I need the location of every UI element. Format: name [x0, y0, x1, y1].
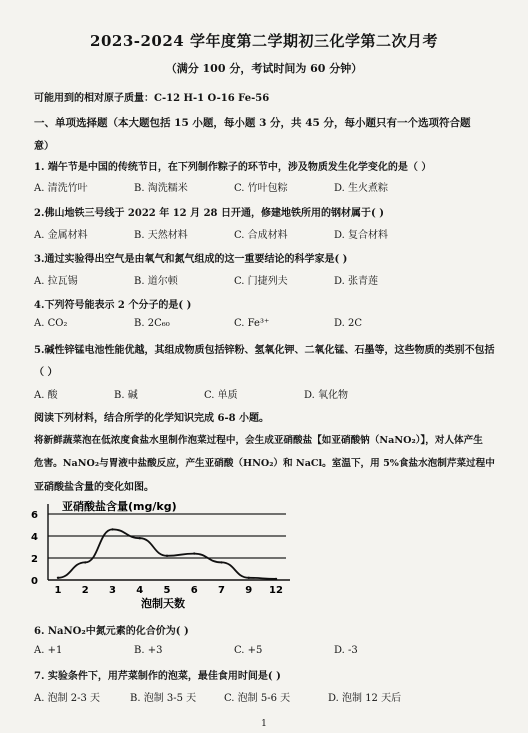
option-b: B. 2C₆₀: [134, 318, 170, 329]
x-tick-label: 1: [54, 585, 62, 596]
option-a: A. 清洗竹叶: [34, 183, 88, 194]
option-b: B. 天然材料: [134, 230, 188, 241]
option-c: C. +5: [234, 645, 263, 656]
chart-title: 亚硝酸盐含量(mg/kg): [62, 500, 177, 513]
data-point: [248, 577, 250, 579]
x-tick-label: 4: [136, 585, 144, 596]
x-axis-label: 泡制天数: [141, 597, 185, 610]
x-tick-label: 9: [245, 585, 253, 596]
atomic-masses: 可能用到的相对原子质量：C-12 H-1 O-16 Fe-56: [34, 93, 270, 104]
exam-subtitle: （满分 100 分，考试时间为 60 分钟）: [165, 62, 363, 75]
x-tick-label: 2: [81, 585, 89, 596]
question-3-stem: 3.通过实验得出空气是由氧气和氮气组成的这一重要结论的科学家是( ): [34, 254, 348, 265]
option-d: D. 2C: [334, 318, 363, 329]
reading-intro: 阅读下列材料，结合所学的化学知识完成 6-8 小题。: [34, 413, 270, 424]
option-c: C. 合成材料: [234, 230, 288, 241]
y-tick-label: 6: [31, 510, 38, 521]
y-tick-label: 0: [31, 576, 38, 587]
data-point: [166, 555, 168, 557]
reading-paragraph-line-2: 危害。NaNO₂与胃液中盐酸反应，产生亚硝酸（HNO₂）和 NaCl。室温下，用 5%食盐水泡制芹菜过程中: [34, 458, 495, 469]
option-b: B. 碱: [114, 390, 138, 401]
series-line: [58, 529, 276, 579]
page-number: 1: [261, 719, 267, 729]
reading-paragraph-line-1: 将新鲜蔬菜泡在低浓度食盐水里制作泡菜过程中，会生成亚硝酸盐【如亚硝酸钠（NaNO₂）】，对人体产生: [34, 435, 483, 446]
option-b: B. 道尔顿: [134, 276, 178, 287]
question-6-stem: 6. NaNO₂中氮元素的化合价为( ): [34, 626, 189, 637]
exam-title: 2023-2024 学年度第二学期初三化学第二次月考: [90, 32, 438, 50]
data-point: [111, 528, 113, 530]
section1-heading-cont: 意）: [34, 141, 54, 152]
option-c: C. 竹叶包粽: [234, 183, 288, 194]
question-5-stem-cont: （ ）: [34, 367, 58, 378]
option-b: B. 泡制 3-5 天: [130, 693, 197, 704]
option-d: D. -3: [334, 645, 358, 656]
option-a: A. +1: [34, 645, 63, 656]
question-7-stem: 7. 实验条件下，用芹菜制作的泡菜，最佳食用时间是( ): [34, 671, 281, 682]
data-point: [57, 577, 59, 579]
data-point: [220, 561, 222, 563]
question-4-stem: 4.下列符号能表示 2 个分子的是( ): [34, 300, 192, 311]
option-d: D. 张青莲: [334, 276, 379, 287]
option-c: C. 泡制 5-6 天: [224, 693, 291, 704]
option-d: D. 氧化物: [304, 390, 349, 401]
option-c: C. 门捷列夫: [234, 276, 288, 287]
reading-paragraph-line-3: 亚硝酸盐含量的变化如图。: [34, 482, 154, 493]
option-b: B. +3: [134, 645, 163, 656]
option-d: D. 泡制 12 天后: [328, 693, 402, 704]
option-c: C. Fe³⁺: [234, 318, 270, 329]
question-5-stem: 5.碱性锌锰电池性能优越，其组成物质包括锌粉、氢氧化钾、二氧化锰、石墨等，这些物质的类别不包括: [34, 345, 495, 356]
x-tick-label: 6: [190, 585, 198, 596]
x-tick-label: 7: [218, 585, 225, 596]
option-b: B. 淘洗糯米: [134, 183, 188, 194]
x-tick-label: 3: [109, 585, 116, 596]
data-point: [193, 552, 195, 554]
option-a: A. 酸: [34, 390, 58, 401]
x-tick-label: 5: [163, 585, 171, 596]
option-a: A. 拉瓦锡: [34, 276, 78, 287]
section1-heading: 一、单项选择题（本大题包括 15 小题，每小题 3 分，共 45 分，每小题只有一个选项符合题: [34, 117, 471, 129]
data-point: [139, 537, 141, 539]
option-a: A. 金属材料: [34, 230, 88, 241]
question-2-stem: 2.佛山地铁三号线于 2022 年 12 月 28 日开通，修建地铁所用的钢材属于( ): [34, 208, 384, 219]
option-d: D. 生火煮粽: [334, 183, 389, 194]
question-1-stem: 1. 端午节是中国的传统节日，在下列制作粽子的环节中，涉及物质发生化学变化的是（ ）: [34, 162, 432, 173]
data-point: [84, 561, 86, 563]
option-a: A. 泡制 2-3 天: [34, 693, 101, 704]
y-tick-label: 4: [31, 532, 38, 543]
x-tick-label: 12: [269, 585, 283, 596]
option-a: A. CO₂: [34, 318, 68, 329]
nitrite-content-chart: [28, 496, 298, 614]
data-point: [275, 578, 277, 580]
y-tick-label: 2: [31, 554, 38, 565]
option-c: C. 单质: [204, 390, 238, 401]
option-d: D. 复合材料: [334, 230, 389, 241]
